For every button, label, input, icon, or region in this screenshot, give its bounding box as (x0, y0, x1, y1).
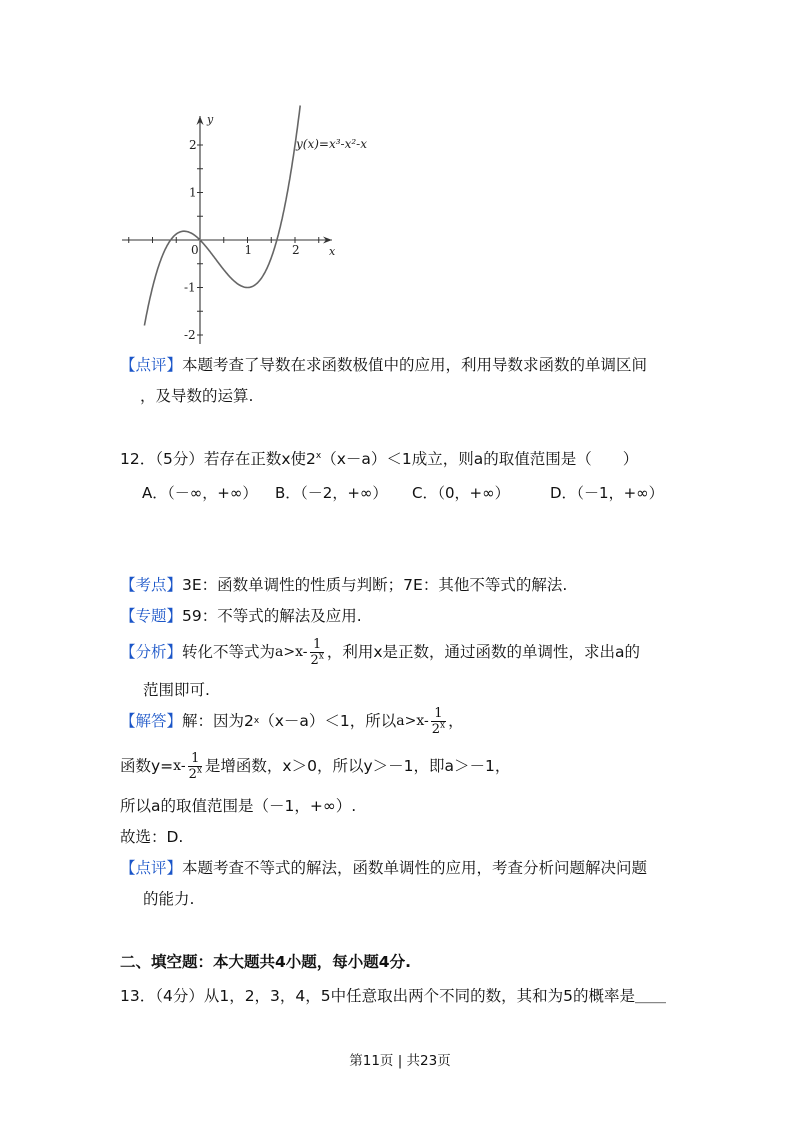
review-tag: 【点评】 (120, 356, 183, 374)
fraction-numerator: 1 (188, 751, 202, 767)
review-1 (120, 354, 647, 376)
zhuanti-text: 59：不等式的解法及应用. (182, 607, 362, 625)
review-1-line2: ，及导数的运算. (140, 387, 254, 405)
fenxi-post: ，利用x是正数，通过函数的单调性，求出a的 (326, 643, 641, 661)
review-tag: 【点评】 (120, 859, 183, 877)
jieda-line4: 故选：D. (120, 828, 184, 846)
function-curve (144, 106, 300, 326)
denominator-base: 2 (431, 721, 441, 737)
option-b: B．（－2，+∞） (275, 484, 388, 502)
option-d: D．（－1，+∞） (550, 484, 664, 502)
y-tick-label: -2 (184, 328, 196, 342)
q12-stem-text: 12．（5分）若存在正数x使2 (120, 450, 316, 468)
fraction-denominator (309, 653, 326, 668)
x-axis-label: x (329, 245, 336, 258)
q12-stem-tail: （x－a）＜1成立，则a的取值范围是（ ） (321, 450, 639, 468)
jieda-mid: （x－a）＜1，所以 (259, 712, 397, 730)
y-tick-label: -1 (184, 280, 196, 295)
jieda: 【解答】 解：因为2 x （x－a）＜1，所以 a>x- $\frac{1}{2^x}$ ， (120, 705, 464, 737)
fraction-numerator: 1 (310, 637, 324, 653)
x-tick-label: 1 (244, 243, 253, 257)
jieda-fraction (430, 706, 447, 737)
review-2 (120, 857, 647, 879)
fraction-denominator (187, 767, 204, 782)
jieda-l2-post: 是增函数，x＞0，所以y＞－1，即a＞－1， (204, 757, 511, 775)
jieda-l2-pre: 函数y= (120, 757, 174, 775)
review-2-line2: 的能力. (143, 890, 195, 908)
review-text: 本题考查不等式的解法，函数单调性的应用，考查分析问题解决问题 (182, 859, 648, 877)
fenxi-fraction (309, 637, 326, 668)
jieda-l2-fraction (187, 751, 204, 782)
kaodian (120, 574, 567, 596)
denominator-base: 2 (310, 652, 319, 668)
fraction-denominator (430, 722, 447, 737)
kaodian-tag: 【考点】 (120, 576, 183, 594)
denominator-exponent: x (318, 651, 324, 662)
jieda-tail: ， (448, 712, 464, 730)
question-12-stem (120, 448, 638, 470)
section-2-title: 二、填空题：本大题共4小题，每小题4分. (120, 953, 411, 971)
q12-superscript: x (315, 450, 322, 461)
jieda-line2 (120, 748, 510, 784)
y-tick-label: 2 (189, 138, 197, 152)
fenxi (120, 634, 640, 670)
zhuanti-tag: 【专题】 (120, 607, 183, 625)
y-tick-label: 1 (189, 185, 197, 200)
option-a: A．（－∞，+∞） (142, 484, 258, 502)
denominator-exponent: x (440, 720, 446, 731)
review-text: 本题考查了导数在求函数极值中的应用，利用导数求函数的单调区间 (182, 356, 648, 374)
denominator-exponent: x (196, 765, 202, 776)
jieda-tag: 【解答】 (120, 712, 183, 730)
function-graph (110, 98, 380, 348)
jieda-pre: 解：因为2 (182, 712, 254, 730)
fenxi-pre: 转化不等式为 (182, 643, 276, 661)
fenxi-line2: 范围即可. (143, 681, 210, 699)
denominator-base: 2 (188, 766, 197, 782)
kaodian-text: 3E：函数单调性的性质与判断；7E：其他不等式的解法. (182, 576, 568, 594)
fraction-numerator: 1 (431, 706, 445, 722)
option-c: C．（0，+∞） (412, 484, 510, 502)
fenxi-tag: 【分析】 (120, 643, 183, 661)
jieda-inequality: a>x- (396, 713, 429, 729)
x-tick-label: 2 (292, 243, 300, 257)
function-label: y(x)=x³-x²-x (296, 137, 367, 151)
question-13: 13．（4分）从1，2，3，4，5中任意取出两个不同的数，其和为5的概率是＿＿ (120, 987, 667, 1005)
x-tick-label: 0 (191, 243, 199, 257)
fenxi-inequality: a>x- (275, 644, 308, 660)
page-footer: 第11页 | 共23页 (349, 1053, 451, 1069)
y-axis-label: y (207, 113, 214, 126)
jieda-l2-x: x- (173, 758, 186, 774)
zhuanti (120, 605, 362, 627)
jieda-line3: 所以a的取值范围是（－1，+∞）. (120, 797, 357, 815)
